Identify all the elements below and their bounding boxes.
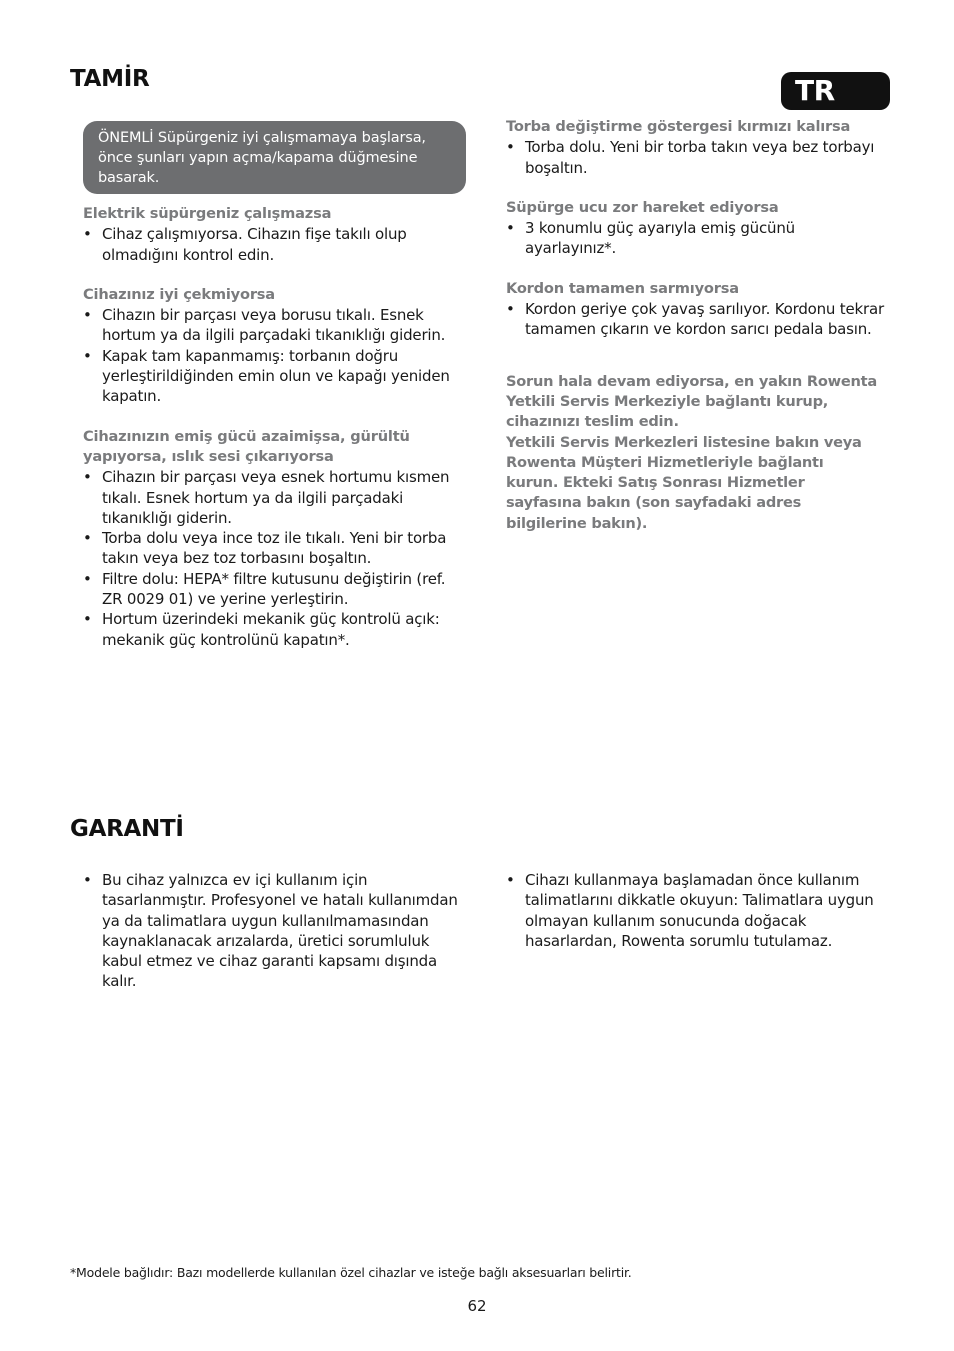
bullet-item: • Cihazın bir parçası veya borusu tıkalı. Esnek hortum ya da ilgili parçadaki tıkanıklığı giderin. xyxy=(83,305,468,346)
bullet-item: • 3 konumlu güç ayarıyla emiş gücünü ayarlayınız*. xyxy=(506,218,825,259)
service-paragraph-2: Yetkili Servis Merkezleri listesine bakın veya Rowenta Müşteri Hizmetleriyle bağlantı kurun. Ekteki Satış Sonrası Hizmetler sayfasına bakın (son sayfadaki adres bilgilerine bakın). xyxy=(506,433,862,532)
warranty-section-title: GARANTİ xyxy=(70,816,184,842)
language-badge xyxy=(781,72,890,110)
service-paragraph: Sorun hala devam ediyorsa, en yakın Rowenta Yetkili Servis Merkeziyle bağlantı kurup, cihazınızı teslim edin. xyxy=(506,372,878,431)
section-electric xyxy=(83,204,468,265)
section-heading: Torba değiştirme göstergesi kırmızı kalırsa xyxy=(506,118,851,135)
bullet-item: • Filtre dolu: HEPA* filtre kutusunu değiştirin (ref. ZR 0029 01) ve yerine yerleştirin. xyxy=(83,569,468,610)
warranty-left-column xyxy=(83,870,466,992)
section-heading: Kordon tamamen sarmıyorsa xyxy=(506,279,739,297)
language-badge-label: TR xyxy=(795,74,835,107)
section-heading: Cihazınızın emiş gücü azaimişsa, gürültü yapıyorsa, ıslık sesi çıkarıyorsa xyxy=(83,427,410,465)
section-heading: Cihazınız iyi çekmiyorsa xyxy=(83,285,275,303)
section-bag-indicator xyxy=(506,117,886,178)
bullet-item: • Bu cihaz yalnızca ev içi kullanım için tasarlanmıştır. Profesyonel ve hatalı kullanımdan ya da talimatlara uygun kullanılmamasından kaynaklanacak arızalarda, üretici sorumluluk kabul etmez ve cihaz garanti kapsamı dışında kalır. xyxy=(83,870,466,992)
section-suction xyxy=(83,285,468,407)
bullet-item: • Torba dolu veya ince toz ile tıkalı. Yeni bir torba takın veya bez toz torbasını boşaltın. xyxy=(83,528,468,569)
page-number: 62 xyxy=(467,1297,487,1315)
bullet-item: • Torba dolu. Yeni bir torba takın veya bez torbayı boşaltın. xyxy=(506,137,886,178)
bullet-item: • Cihazın bir parçası veya esnek hortumu kısmen tıkalı. Esnek hortum ya da ilgili parçadaki tıkanıklığı giderin. xyxy=(83,467,468,528)
bullet-item: • Hortum üzerindeki mekanik güç kontrolü açık: mekanik güç kontrolünü kapatın*. xyxy=(83,609,468,650)
footnote: *Modele bağlıdır: Bazı modellerde kullanılan özel cihazlar ve isteğe bağlı aksesuarları belirtir. xyxy=(70,1265,632,1280)
section-heading: Süpürge ucu zor hareket ediyorsa xyxy=(506,198,779,216)
bullet-item: • Kapak tam kapanmamış: torbanın doğru yerleştirildiğinden emin olun ve kapağı yeniden kapatın. xyxy=(83,346,468,407)
repair-left-column xyxy=(83,204,468,650)
repair-right-column xyxy=(506,117,886,534)
section-noise xyxy=(83,427,468,650)
bullet-item: • Cihazı kullanmaya başlamadan önce kullanım talimatlarını dikkatle okuyun: Talimatlara uygun olmayan kullanım sonucunda doğacak hasarlardan, Rowenta sorumlu tutulamaz. xyxy=(506,870,876,951)
section-nozzle xyxy=(506,198,886,259)
repair-section-title: TAMİR xyxy=(70,66,150,92)
bullet-item: • Cihaz çalışmıyorsa. Cihazın fişe takılı olup olmadığını kontrol edin. xyxy=(83,224,468,265)
warranty-right-column xyxy=(506,870,876,951)
important-note-box: ÖNEMLİ Süpürgeniz iyi çalışmamaya başlarsa, önce şunları yapın açma/kapama düğmesine basarak. xyxy=(83,121,466,194)
bullet-item: • Kordon geriye çok yavaş sarılıyor. Kordonu tekrar tamamen çıkarın ve kordon sarıcı pedala basın. xyxy=(506,299,886,340)
section-heading: Elektrik süpürgeniz çalışmazsa xyxy=(83,205,332,222)
section-cord xyxy=(506,279,886,340)
